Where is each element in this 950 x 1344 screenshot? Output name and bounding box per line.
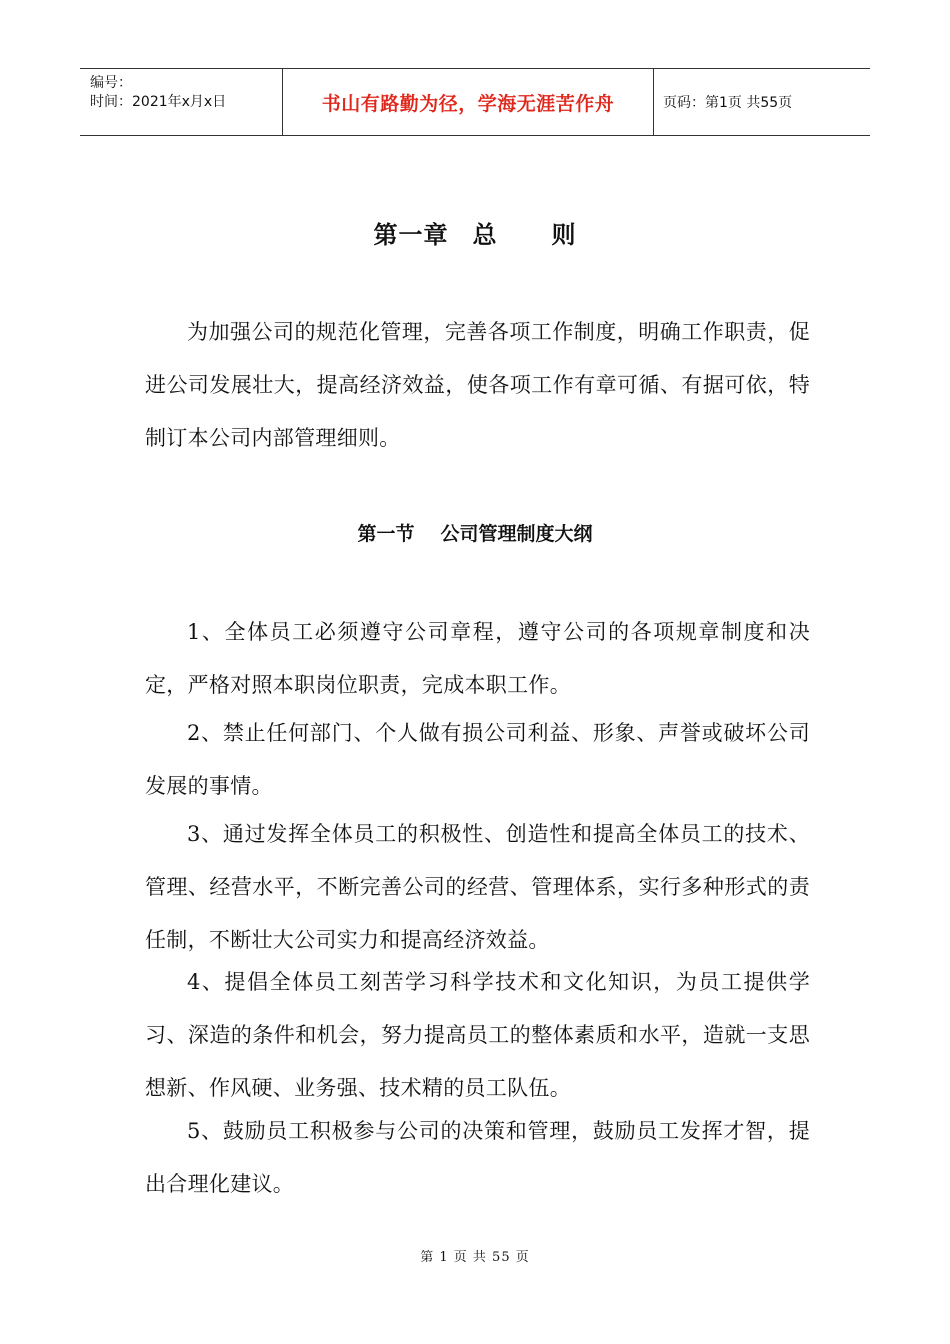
list-item: 2、禁止任何部门、个人做有损公司利益、形象、声誉或破坏公司发展的事情。 <box>145 721 810 798</box>
header-page-info: 页码：第1页 共55页 <box>663 95 793 111</box>
chapter-name-part1: 总 <box>472 220 498 249</box>
document-number-label: 编号： <box>90 75 132 91</box>
document-date-label: 时间：2021年x月x日 <box>90 94 227 110</box>
section-name: 公司管理制度大纲 <box>440 523 593 545</box>
chapter-title <box>0 215 950 250</box>
header-page-cell <box>654 69 870 135</box>
section-number: 第一节 <box>357 523 415 545</box>
list-item: 3、通过发挥全体员工的积极性、创造性和提高全体员工的技术、管理、经营水平，不断完善公司的经营、管理体系，实行多种形式的责任制，不断壮大公司实力和提高经济效益。 <box>145 822 810 952</box>
intro-paragraph: 为加强公司的规范化管理，完善各项工作制度，明确工作职责，促进公司发展壮大，提高经济效益，使各项工作有章可循、有据可依，特制订本公司内部管理细则。 <box>145 320 810 450</box>
list-item: 1、全体员工必须遵守公司章程，遵守公司的各项规章制度和决定，严格对照本职岗位职责，完成本职工作。 <box>145 620 810 697</box>
header-meta-cell <box>80 69 282 135</box>
list-item: 5、鼓励员工积极参与公司的决策和管理，鼓励员工发挥才智，提出合理化建议。 <box>145 1119 810 1196</box>
document-header-table <box>80 68 870 136</box>
chapter-number: 第一章 <box>373 220 449 249</box>
list-item: 4、提倡全体员工刻苦学习科学技术和文化知识，为员工提供学习、深造的条件和机会，努力提高员工的整体素质和水平，造就一支思想新、作风硬、业务强、技术精的员工队伍。 <box>145 970 810 1100</box>
chapter-name-part2: 则 <box>551 220 577 249</box>
header-motto: 书山有路勤为径，学海无涯苦作舟 <box>321 92 615 115</box>
page-footer: 第 1 页 共 55 页 <box>420 1250 530 1265</box>
header-motto-cell <box>282 69 654 135</box>
section-title <box>0 519 950 546</box>
